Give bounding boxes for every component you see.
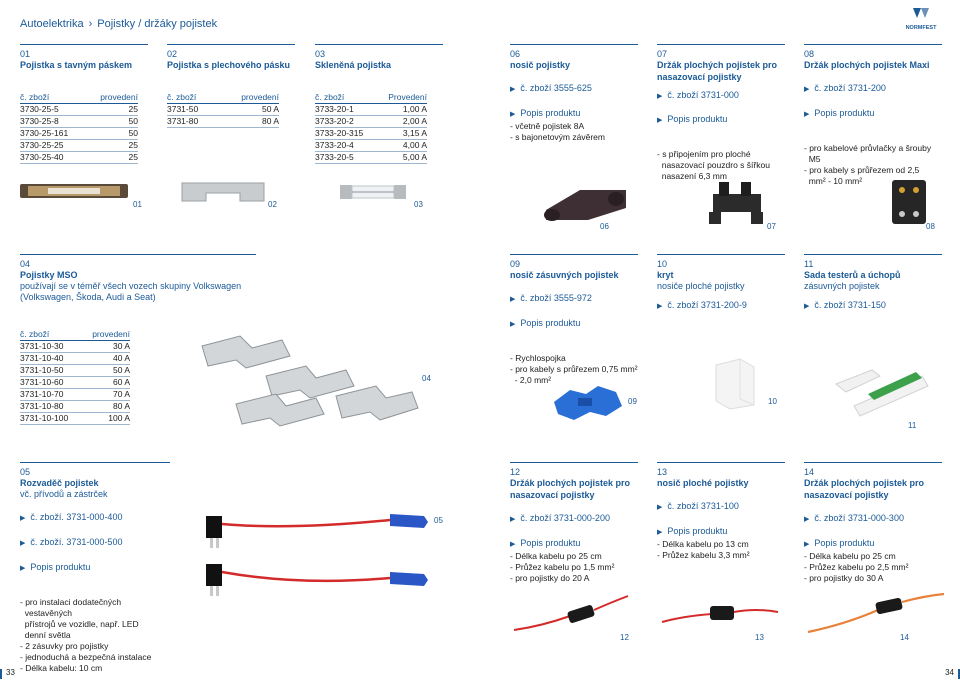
product-description-label: ▶ Popis produktu bbox=[20, 561, 170, 575]
product-description-label: ▶ Popis produktu bbox=[657, 113, 785, 127]
product-description: - s připojením pro ploché nasazovací pouzdro s šířkou nasazení 6,3 mm bbox=[657, 149, 770, 181]
image-label: 09 bbox=[628, 397, 637, 406]
page-marker-left bbox=[0, 669, 2, 679]
col-header-article: č. zboží bbox=[20, 329, 82, 341]
product-number: 08 bbox=[804, 49, 815, 59]
product-title: Držák plochých pojistek pro bbox=[657, 60, 778, 70]
breadcrumb-current[interactable]: Pojistky / držáky pojistek bbox=[97, 18, 218, 30]
product-title: nosič zásuvných pojistek bbox=[510, 270, 619, 280]
product-title: Držák plochých pojistek pro bbox=[510, 478, 631, 488]
image-label: 04 bbox=[422, 374, 431, 383]
inline-fuse-holder-12-image bbox=[512, 590, 630, 640]
article-number: ▶ č. zboží 3731-000-200 bbox=[510, 512, 638, 526]
product-subtitle: používají se v téměř všech vozech skupiny Volkswagen bbox=[20, 281, 242, 291]
product-subtitle: nosiče ploché pojistky bbox=[657, 281, 745, 291]
product-06 bbox=[510, 44, 638, 143]
product-description-label: ▶ Popis produktu bbox=[510, 537, 638, 551]
product-subtitle-line2: (Volkswagen, Škoda, Audi a Seat) bbox=[20, 292, 156, 302]
page-number-right: 34 bbox=[945, 668, 954, 677]
product-01 bbox=[20, 44, 148, 164]
breadcrumb bbox=[20, 18, 217, 30]
product-number: 11 bbox=[804, 259, 814, 269]
product-number: 07 bbox=[657, 49, 668, 59]
image-label: 14 bbox=[900, 633, 909, 642]
col-header-article: č. zboží bbox=[167, 92, 218, 104]
image-label: 03 bbox=[414, 200, 423, 209]
col-header-article: č. zboží bbox=[20, 92, 86, 104]
breadcrumb-separator: › bbox=[88, 18, 93, 30]
col-header-article: č. zboží bbox=[315, 92, 377, 104]
table-row: 3731-10-80 80 A bbox=[20, 401, 130, 411]
product-description-label: ▶ Popis produktu bbox=[657, 525, 785, 539]
product-03 bbox=[315, 44, 443, 164]
article-number: ▶ č. zboží 3731-000-300 bbox=[804, 512, 942, 526]
col-header-variant: provedení bbox=[218, 92, 279, 104]
variant-table bbox=[20, 329, 130, 425]
product-title-line2: nasazovací pojistky bbox=[510, 490, 595, 500]
table-row: 3730-25-25 25 bbox=[20, 140, 138, 150]
glass-fuse-image bbox=[338, 181, 408, 203]
table-row: 3731-10-100 100 A bbox=[20, 413, 130, 423]
image-label: 12 bbox=[620, 633, 629, 642]
product-title: Rozvaděč pojistek bbox=[20, 478, 99, 488]
product-description: - Délka kabelu po 13 cm - Průžez kabelu 3,3 mm² bbox=[657, 539, 750, 560]
article-number: ▶ č. zboží 3731-200 bbox=[804, 82, 942, 96]
product-number: 05 bbox=[20, 467, 31, 477]
product-title: kryt bbox=[657, 270, 674, 280]
maxi-fuse-holder-image bbox=[888, 176, 930, 228]
table-row: 3733-20-315 3,15 A bbox=[315, 128, 427, 138]
product-number: 06 bbox=[510, 49, 521, 59]
blue-fuse-carrier-image bbox=[550, 382, 626, 422]
article-number: ▶ č. zboží 3555-972 bbox=[510, 292, 638, 306]
inline-fuse-holder-13-image bbox=[660, 592, 780, 636]
col-header-variant: provedení bbox=[86, 92, 138, 104]
mso-fuses-image bbox=[196, 330, 422, 430]
product-05 bbox=[20, 462, 170, 696]
fuse-tester-set-image bbox=[832, 358, 932, 420]
fuse-holder-07-image bbox=[705, 178, 769, 226]
table-row: 3730-25-5 25 bbox=[20, 104, 138, 114]
image-label: 02 bbox=[268, 200, 277, 209]
table-row: 3731-10-50 50 A bbox=[20, 365, 130, 375]
table-row: 3731-50 50 A bbox=[167, 104, 279, 114]
page-number-left: 33 bbox=[6, 668, 15, 677]
table-row: 3730-25-161 50 bbox=[20, 128, 138, 138]
product-title: Pojistka s plechového pásku bbox=[167, 60, 291, 70]
product-subtitle: zásuvných pojistek bbox=[804, 281, 880, 291]
product-description-label: ▶ Popis produktu bbox=[804, 537, 942, 551]
product-number: 10 bbox=[657, 259, 668, 269]
table-row: 3731-10-40 40 A bbox=[20, 353, 130, 363]
table-row: 3733-20-2 2,00 A bbox=[315, 116, 427, 126]
article-number: ▶ č. zboží 3731-150 bbox=[804, 299, 942, 313]
table-row: 3731-80 80 A bbox=[167, 116, 279, 126]
normfest-logo bbox=[900, 6, 942, 32]
col-header-variant: provedení bbox=[82, 329, 130, 341]
col-header-variant: Provedení bbox=[377, 92, 427, 104]
product-number: 09 bbox=[510, 259, 521, 269]
fuse-strip-image bbox=[18, 178, 130, 204]
image-label: 07 bbox=[767, 222, 776, 231]
product-description: - včetně pojistek 8A - s bajonetovým závěrem bbox=[510, 121, 605, 142]
article-number-2: ▶ č. zboží. 3731-000-500 bbox=[20, 536, 170, 550]
product-description-label: ▶ Popis produktu bbox=[510, 107, 638, 121]
product-number: 12 bbox=[510, 467, 521, 477]
product-description-label: ▶ Popis produktu bbox=[804, 107, 942, 121]
product-description: - Délka kabelu po 25 cm - Průžez kabelu po 1,5 mm² - pro pojistky do 20 A bbox=[510, 551, 615, 583]
article-number: ▶ č. zboží 3731-000 bbox=[657, 89, 785, 103]
table-row: 3730-25-8 50 bbox=[20, 116, 138, 126]
product-13 bbox=[657, 462, 785, 561]
product-number: 04 bbox=[20, 259, 31, 269]
product-title: Držák plochých pojistek pro bbox=[804, 478, 925, 488]
image-label: 01 bbox=[133, 200, 142, 209]
article-number: ▶ č. zboží 3731-200-9 bbox=[657, 299, 785, 313]
product-02 bbox=[167, 44, 295, 128]
article-number: ▶ č. zboží. 3731-000-400 bbox=[20, 511, 170, 525]
product-description: - pro instalaci dodatečných vestavěných přístrojů ve vozidle, např. LED denní světla - 2 zásuvky pro pojistky - jednoduchá a bezpečná instalace - Délka kabelu: 10 cm bbox=[20, 597, 152, 673]
product-description-label: ▶ Popis produktu bbox=[510, 317, 638, 331]
product-title: Skleněná pojistka bbox=[315, 60, 392, 70]
inline-fuse-holder-14-image bbox=[806, 588, 946, 638]
product-title: nosič pojistky bbox=[510, 60, 571, 70]
article-number: ▶ č. zboží 3555-625 bbox=[510, 82, 638, 96]
product-title: Držák plochých pojistek Maxi bbox=[804, 60, 930, 70]
image-label: 11 bbox=[908, 421, 917, 430]
product-number: 02 bbox=[167, 49, 178, 59]
product-12 bbox=[510, 462, 638, 584]
product-subtitle: vč. přívodů a zástrček bbox=[20, 489, 108, 499]
article-number: ▶ č. zboží 3731-100 bbox=[657, 500, 785, 514]
table-row: 3733-20-5 5,00 A bbox=[315, 152, 427, 162]
product-number: 13 bbox=[657, 467, 668, 477]
product-title-line2: nasazovací pojistky bbox=[657, 72, 742, 82]
product-title: Pojistka s tavným páskem bbox=[20, 60, 133, 70]
product-description: - pro kabelové průvlačky a šrouby M5 - pro kabely s průřezem od 2,5 mm² - 10 mm² bbox=[804, 143, 932, 186]
image-label: 10 bbox=[768, 397, 777, 406]
product-title: nosič ploché pojistky bbox=[657, 478, 749, 488]
product-number: 14 bbox=[804, 467, 815, 477]
product-title-line2: nasazovací pojistky bbox=[804, 490, 889, 500]
image-label: 06 bbox=[600, 222, 609, 231]
variant-table bbox=[20, 92, 138, 164]
breadcrumb-root[interactable]: Autoelektrika bbox=[20, 18, 84, 30]
image-label: 08 bbox=[926, 222, 935, 231]
fuse-cover-image bbox=[710, 355, 758, 411]
product-number: 01 bbox=[20, 49, 31, 59]
product-description: - Rychlospojka - pro kabely s průřezem 0,75 mm² - 2,0 mm² bbox=[510, 353, 638, 385]
table-row: 3733-20-4 4,00 A bbox=[315, 140, 427, 150]
product-10 bbox=[657, 254, 785, 313]
product-description: - Délka kabelu po 25 cm - Průžez kabelu po 2,5 mm² - pro pojistky do 30 A bbox=[804, 551, 909, 583]
table-row: 3733-20-1 1,00 A bbox=[315, 104, 427, 114]
fuse-tap-image bbox=[200, 510, 436, 600]
fuse-holder-06-image bbox=[540, 182, 632, 224]
table-row: 3731-10-70 70 A bbox=[20, 389, 130, 399]
table-row: 3731-10-60 60 A bbox=[20, 377, 130, 387]
image-label: 05 bbox=[434, 516, 443, 525]
variant-table bbox=[315, 92, 427, 164]
image-label: 13 bbox=[755, 633, 764, 642]
product-title: Pojistky MSO bbox=[20, 270, 78, 280]
product-title: Sada testerů a úchopů bbox=[804, 270, 901, 280]
logo-text: NORMFEST bbox=[905, 25, 937, 31]
plate-fuse-image bbox=[180, 181, 266, 203]
variant-table bbox=[167, 92, 279, 128]
table-row: 3731-10-30 30 A bbox=[20, 341, 130, 351]
product-number: 03 bbox=[315, 49, 326, 59]
product-14 bbox=[804, 462, 942, 584]
table-row: 3730-25-40 25 bbox=[20, 152, 138, 162]
product-11 bbox=[804, 254, 942, 313]
